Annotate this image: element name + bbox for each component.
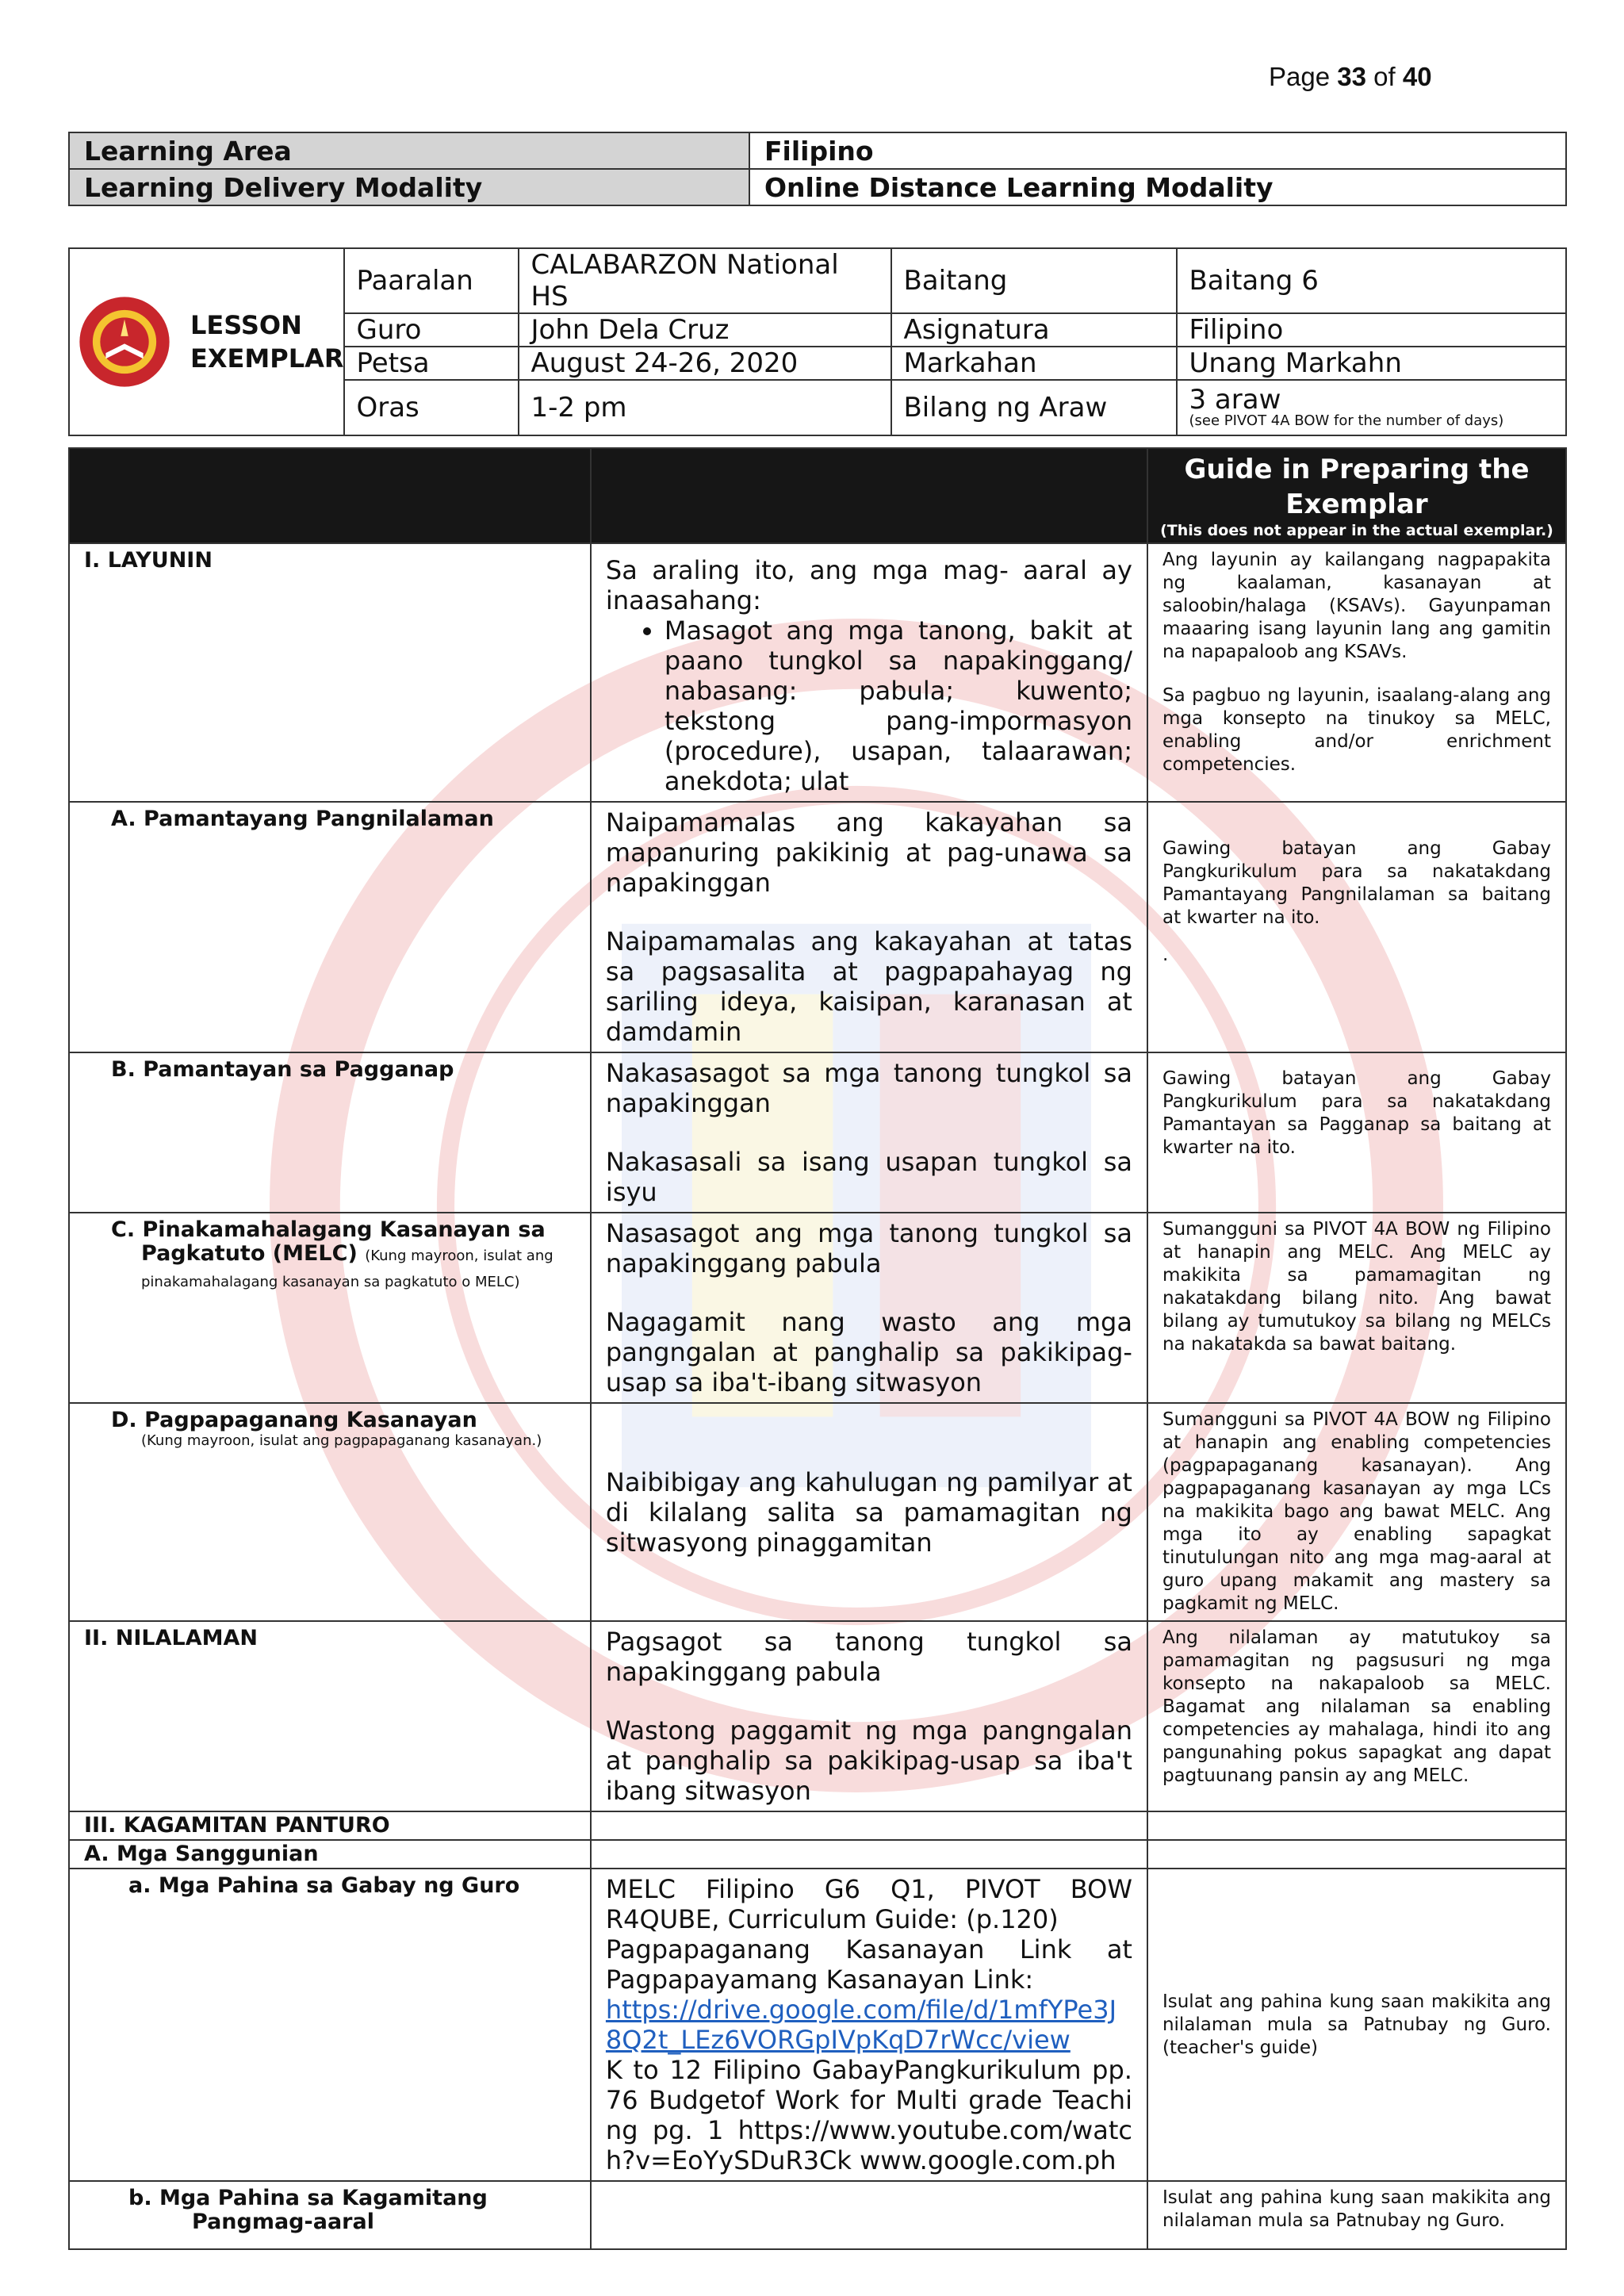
learning-area-label: Learning Area	[69, 132, 749, 169]
layunin-label: I. LAYUNIN	[69, 543, 591, 802]
markahan-value: Unang Markahn	[1177, 347, 1566, 380]
melc-label: C. Pinakamahalagang Kasanayan sa Pagkatuto (MELC) (Kung mayroon, isulat ang pinakamahalagang kasanayan sa pagkatuto o MELC)	[69, 1213, 591, 1403]
exemplar-main-table	[68, 447, 1567, 2250]
nilalaman-content: Pagsagot sa tanong tungkol sa napakinggang pabula Wastong paggamit ng mga pangngalan at panghalip sa pakikipag-usap sa iba't ibang sitwasyon	[591, 1621, 1147, 1811]
pamantayan-pangnilalaman-guide: Gawing batayan ang Gabay Pangkurikulum para sa nakatakdang Pamantayang Pangnilalaman sa baitang at kwarter na ito. .	[1147, 802, 1566, 1052]
petsa-label: Petsa	[344, 347, 519, 380]
kagamitang-mag-aaral-guide: Isulat ang pahina kung saan makikita ang nilalaman mula sa Patnubay ng Guro.	[1147, 2181, 1566, 2249]
paaralan-label: Paaralan	[344, 248, 519, 313]
modality-value: Online Distance Learning Modality	[749, 169, 1566, 205]
pamantayan-pagganap-content: Nakasasagot sa mga tanong tungkol sa napakinggan Nakasasali sa isang usapan tungkol sa isyu	[591, 1052, 1147, 1213]
kagamitang-mag-aaral-label: b. Mga Pahina sa Kagamitang Pangmag-aaral	[69, 2181, 591, 2249]
asignatura-label: Asignatura	[891, 313, 1177, 347]
oras-label: Oras	[344, 380, 519, 435]
layunin-bullet: • Masagot ang mga tanong, bakit at paano tungkol sa napakinggang/ nabasang: pabula; kuwento; tekstong pang-impormasyon (procedure), usapan, talaarawan; anekdota; ulat	[665, 615, 1132, 796]
school-seal-icon	[78, 295, 171, 389]
sanggunian-label: A. Mga Sanggunian	[69, 1840, 591, 1869]
melc-guide: Sumangguni sa PIVOT 4A BOW ng Filipino at hanapin ang MELC. Ang MELC ay makikita sa pamamagitan ng nakatakdang bilang nito. Ang bawat bilang ay tumutukoy sa bilang ng MELCs na nakatakda sa bawat baitang.	[1147, 1213, 1566, 1403]
pamantayan-pangnilalaman-content: Naipamamalas ang kakayahan sa mapanuring pakikinig at pag-unawa sa napakinggan Naipamamalas ang kakayahan at tatas sa pagsasalita at pagpapahayag ng sariling ideya, kaisipan, karanasan at damdamin	[591, 802, 1147, 1052]
bilang-araw-label: Bilang ng Araw	[891, 380, 1177, 435]
exemplar-title-cell	[69, 248, 344, 435]
guide-header-subtitle: (This does not appear in the actual exemplar.)	[1160, 522, 1553, 539]
baitang-value: Baitang 6	[1177, 248, 1566, 313]
kagamitan-label: III. KAGAMITAN PANTURO	[69, 1811, 591, 1840]
bilang-araw-cell	[1177, 380, 1566, 435]
layunin-content	[591, 543, 1147, 802]
bilang-araw-note: (see PIVOT 4A BOW for the number of days)	[1189, 412, 1504, 429]
lesson-exemplar-header	[68, 247, 1567, 436]
melc-content: Nasasagot ang mga tanong tungkol sa napakinggang pabula Nagagamit nang wasto ang mga pangngalan at panghalip sa pakikipag-usap sa iba't-ibang sitwasyon	[591, 1213, 1147, 1403]
kagamitang-mag-aaral-empty	[591, 2181, 1147, 2249]
nilalaman-guide: Ang nilalaman ay matutukoy sa pamamagitan ng pagsusuri ng mga konsepto na nakapaloob sa MELC. Bagamat ang nilalaman sa enabling competencies ay mahalaga, hindi ito ang pangunahing pokus sapagkat ang dapat pagtuunang pansin ay ang MELC.	[1147, 1621, 1566, 1811]
markahan-label: Markahan	[891, 347, 1177, 380]
guide-header-title: Guide in Preparing the Exemplar	[1184, 454, 1530, 520]
pamantayan-pagganap-guide: Gawing batayan ang Gabay Pangkurikulum para sa nakatakdang Pamantayan sa Pagganap sa baitang at kwarter na ito.	[1147, 1052, 1566, 1213]
sanggunian-empty-3	[1147, 1840, 1566, 1869]
oras-value: 1-2 pm	[519, 380, 891, 435]
pagpapaganang-content: Naibibigay ang kahulugan ng pamilyar at di kilalang salita sa pamamagitan ng sitwasyong pinaggamitan	[591, 1403, 1147, 1621]
pagpapaganang-label: D. Pagpapaganang Kasanayan (Kung mayroon, isulat ang pagpapaganang kasanayan.)	[69, 1403, 591, 1621]
page-number: Page 33 of 40	[1269, 62, 1432, 91]
kagamitan-empty-3	[1147, 1811, 1566, 1840]
guro-value: John Dela Cruz	[519, 313, 891, 347]
pamantayan-pagganap-label: B. Pamantayan sa Pagganap	[69, 1052, 591, 1213]
layunin-intro: Sa araling ito, ang mga mag- aaral ay inaasahang:	[605, 555, 1132, 615]
gabay-guro-link[interactable]: https://drive.google.com/file/d/1mfYPe3J8Q2t_LEz6VORGpIVpKqD7rWcc/view	[605, 1995, 1117, 2055]
guro-label: Guro	[344, 313, 519, 347]
kagamitan-empty-2	[591, 1811, 1147, 1840]
header-blank-2	[591, 448, 1147, 543]
gabay-guro-guide: Isulat ang pahina kung saan makikita ang nilalaman mula sa Patnubay ng Guro. (teacher's guide)	[1147, 1869, 1566, 2181]
exemplar-title-2: EXEMPLAR	[190, 343, 344, 374]
learning-area-value: Filipino	[749, 132, 1566, 169]
pagpapaganang-guide: Sumangguni sa PIVOT 4A BOW ng Filipino at hanapin ang enabling competencies (pagpapaganang kasanayan). Ang pagpapaganang kasanayan ay mga LCs na makikita bago ang bawat MELC. Ang mga ito ay enabling sapagkat tinutulungan nito ang mga mag-aaral at guro upang makamit ang mastery sa pagkamit ng MELC.	[1147, 1403, 1566, 1621]
sanggunian-empty-2	[591, 1840, 1147, 1869]
baitang-label: Baitang	[891, 248, 1177, 313]
learning-area-table	[68, 132, 1567, 206]
exemplar-title-1: LESSON	[190, 310, 302, 340]
guide-header	[1147, 448, 1566, 543]
gabay-guro-content: MELC Filipino G6 Q1, PIVOT BOW R4QUBE, Curriculum Guide: (p.120) Pagpapaganang Kasanayan Link at Pagpapayamang Kasanayan Link: https://drive.google.com/file/d/1mfYPe3J8Q2t_LEz6VORGpIVpKqD7rWcc/view K to 12 Filipino GabayPangkurikulum pp.76 Budgetof Work for Multi grade Teaching pg. 1 https://www.youtube.com/watch?v=EoYySDuR3Ck www.google.com.ph	[591, 1869, 1147, 2181]
paaralan-value: CALABARZON National HS	[519, 248, 891, 313]
modality-label: Learning Delivery Modality	[69, 169, 749, 205]
petsa-value: August 24-26, 2020	[519, 347, 891, 380]
header-blank-1	[69, 448, 591, 543]
gabay-guro-label: a. Mga Pahina sa Gabay ng Guro	[69, 1869, 591, 2181]
layunin-guide: Ang layunin ay kailangang nagpapakita ng kaalaman, kasanayan at saloobin/halaga (KSAVs). Gayunpaman maaaring isang layunin lang ang gamitin na napapaloob ang KSAVs. Sa pagbuo ng layunin, isaalang-alang ang mga konsepto na tinukoy sa MELC, enabling and/or enrichment competencies.	[1147, 543, 1566, 802]
bilang-araw-value: 3 araw	[1189, 384, 1281, 416]
nilalaman-label: II. NILALAMAN	[69, 1621, 591, 1811]
pamantayan-pangnilalaman-label: A. Pamantayang Pangnilalaman	[69, 802, 591, 1052]
asignatura-value: Filipino	[1177, 313, 1566, 347]
